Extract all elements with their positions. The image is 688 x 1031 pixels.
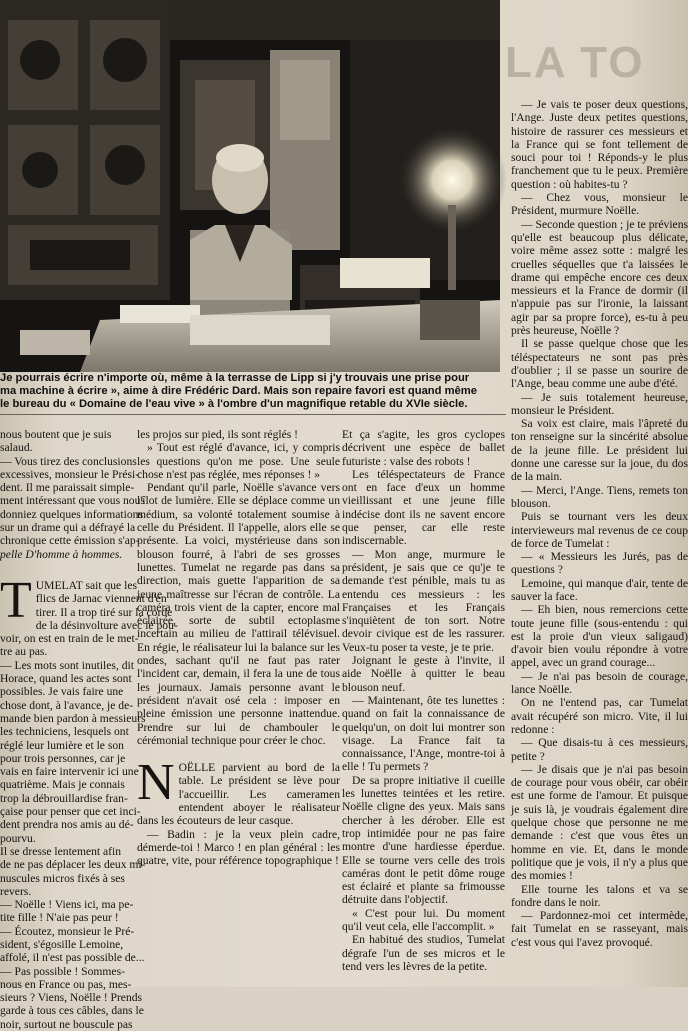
paragraph: — Merci, l'Ange. Tiens, remets ton blouson. — [511, 483, 688, 510]
text-line: tirer. Il a trop tiré sur la corde — [35, 605, 173, 619]
caption-line: ma machine à écrire », aime à dire Frédéric Dard. Mais son repaire favori est quand même — [0, 385, 477, 398]
paragraph: — Je n'ai pas besoin de courage, lance Noëlle. — [511, 669, 688, 697]
text-line: noir, surtout ne bouscule pas — [0, 1017, 133, 1031]
paragraph: En habitué des studios, Tumelat dégrafe l'un de ses micros et le tend vers les lèvres de la petite. — [342, 933, 505, 973]
paragraph: Et ça s'agite, les gros cyclopes décrivent une espèce de ballet futuriste : valse des robots ! — [342, 428, 505, 468]
text-line: quatrième. Mais je connais — [0, 778, 125, 792]
text-line: flics de Jarnac viennent d'en — [35, 592, 167, 606]
text-line: pour trois personnes, car je — [0, 751, 126, 765]
text-line: — Pas possible ! Sommes- — [0, 964, 125, 978]
text-line: sur un drame qui a défrayé la — [0, 521, 136, 535]
caption-line: le bureau du « Domaine de l'eau vive » à l'ombre d'un magnifique retable du XVIe siècle. — [0, 398, 468, 411]
paragraph: « C'est pour lui. Du moment qu'il veut cela, elle l'accomplit. » — [342, 906, 505, 933]
text-line: mande bien pardon à messieurs — [0, 711, 146, 725]
photo-frederic-dard — [0, 0, 500, 372]
paragraph: — Badin : je la veux plein cadre, démerde-toi ! Marco ! en plan général : les quatre, vite, pour référence topographique ! — [137, 827, 340, 868]
text-line: nuscules micros fixés à ses — [0, 871, 125, 885]
column-1 — [0, 428, 178, 1031]
text-line: affolé, il n'est pas possible de... — [0, 951, 145, 965]
text-line: vais en faire intervenir ici une — [0, 765, 139, 779]
text-line: les techniciens, lesquels ont — [0, 725, 129, 739]
text-line: donniez quelques informations — [0, 507, 143, 521]
caption-line: Je pourrais écrire n'importe où, même à la terrasse de Lipp si j'y trouvais une prise pour — [0, 372, 470, 384]
text-line: — Vous tirez des conclusions — [0, 454, 137, 468]
paragraph: — Je vais te poser deux questions, l'Ange. Juste deux petites questions, histoire de rassurer ces messieurs et la France qui se font tellement de souci pour toi ! Réponds-y le plus franchement que tu le peux. Première question : où habites-tu ? — [511, 98, 688, 191]
text-line: réglé leur lumière et le son — [0, 738, 124, 752]
text-line: dent. Il me paraissait simple- — [0, 481, 135, 495]
text-line: possibles. Je vais faire une — [0, 685, 124, 699]
paragraph: — Seconde question ; je te préviens qu'elle est beaucoup plus délicate, voire même assez sotte : malgré les cruelles séquelles que t'a laissées le drame qui empêche encore ces deux messieurs et la France de dormir (il n'appuie pas sur l'ironie, la laissant agir par sa propre force), es-tu à peu près heureuse, Noëlle ? — [511, 217, 688, 338]
column-2 — [137, 428, 340, 868]
text-line: nous en France ou pas, mes- — [0, 977, 132, 991]
background-title: LA TO — [505, 38, 645, 87]
text-line: excessives, monsieur le Prési- — [0, 467, 140, 481]
text-line: — Écoutez, monsieur le Pré- — [0, 924, 135, 938]
paragraph: — Eh bien, nous remercions cette toute jeune fille (sous-entendu : qui est la proie d'un vieux saligaud) d'avoir bien voulu répondre à votre appel, avec un grand courage... — [511, 603, 688, 670]
paragraph: — Que disais-tu à ces messieurs, petite ? — [511, 736, 688, 763]
text-line: chronique cette émission s'ap- — [0, 534, 140, 548]
paragraph: — Mon ange, murmure le président, je sais que ce qu'je te demande t'est pénible, mais tu as entendu ces messieurs : les Françaises et les Français s'inquiètent de ton sort. Notre devoir civique est de les rassurer. Veux-tu poser ta veste, je te prie. — [342, 547, 505, 654]
text-line: de la désinvolture avec le pou- — [35, 618, 178, 632]
text-line: revers. — [0, 884, 32, 898]
text-line: Il se dresse lentement afin — [0, 844, 122, 858]
text-line: sident, s'égosille Lemoine, — [0, 937, 124, 951]
text-line: nous boutent que je suis — [0, 428, 112, 441]
text-line: — Noëlle ! Viens ici, ma pe- — [0, 898, 134, 912]
text-line: chose dont, à l'avance, je de- — [0, 698, 134, 712]
text-line: trop la débrouillardise fran- — [0, 791, 128, 805]
paragraph: OËLLE parvient au bord de la table. Le président se lève pour l'accueillir. Les cameramen entendent aboyer le réalisateur dans les écouteurs de leur casque. — [137, 761, 340, 828]
paragraph: On ne l'entend pas, car Tumelat avait récupéré son micro. Vite, il lui redonne : — [511, 696, 688, 736]
text-line: dent prendra nos amis au dé- — [0, 818, 134, 832]
paragraph: — Chez vous, monsieur le Président, murmure Noëlle. — [511, 191, 688, 218]
paragraph: les projos sur pied, ils sont réglés ! — [137, 428, 299, 441]
paragraph: — Pardonnez-moi cet intermède, fait Tumelat en se rasseyant, mais c'est vous qui l'avez provoqué. — [511, 909, 688, 949]
text-line: voir, on est en train de le met- — [0, 632, 139, 646]
text-line: sieurs ? Viens, Noëlle ! Prends — [0, 991, 143, 1005]
paragraph: Il se passe quelque chose que les téléspectateurs ne sont pas près d'oublier ; il se passe un sourire de l'Ange, beau comme une aube d'été. — [511, 337, 688, 391]
text-line: pelle D'homme à hommes. — [0, 547, 123, 561]
paragraph: De sa propre initiative il cueille les lunettes teintées et les retire. Noëlle cligne des yeux. Mais sans chercher à les dérober. Elle est trop intimidée pour ne pas faire montre d'une hardiesse éperdue. Elle se tourne vers celle des trois caméras dont le petit dôme rouge est éclairé et plante sa frimousse détruite dans l'objectif. — [342, 773, 505, 907]
dropcap: T — [0, 571, 32, 629]
text-line: tre au pas. — [0, 645, 48, 659]
text-line: çaise pour penser que cet inci- — [0, 805, 141, 819]
paragraph: Puis se tournant vers les deux intervieweurs mal revenus de ce coup de force de Tumelat : — [511, 510, 688, 550]
paragraph: — « Messieurs les Jurés, pas de questions ? — [511, 550, 688, 577]
column-3 — [342, 428, 505, 973]
photo-illustration — [0, 0, 500, 372]
text-line: salaud. — [0, 441, 33, 455]
paragraph: Joignant le geste à l'invite, il aide Noëlle à quitter le beau blouson neuf. — [342, 654, 505, 694]
paragraph: — Je disais que je n'ai pas besoin de courage pour vous obéir, car obéir est une forme de l'amour. Et puisque je suis là, je voudrais également dire quelque chose que personne ne me demande : c'est que vous êtes un homme en vie. Et, dans le monde politique que je vois, il n'y a plus que des momies ! — [511, 762, 688, 883]
text-line: pourvu. — [0, 831, 36, 845]
paragraph: Sa voix est claire, mais l'âpreté du ton renseigne sur la sincérité absolue de la jeune fille. Le président lui donne une caresse sur la joue, du dos de la main. — [511, 417, 688, 484]
paragraph: — Maintenant, ôte tes lunettes : quand on fait la connaissance de quelqu'un, on doit lui montrer son visage. La France fait ta connaissance, l'Ange, montre-toi à elle ! Tu permets ? — [342, 693, 505, 774]
caption-divider — [0, 414, 506, 415]
text-line: — Les mots sont inutiles, dit — [0, 658, 134, 672]
text-line: Horace, quand les actes sont — [0, 672, 132, 686]
column-4 — [511, 98, 688, 949]
paragraph: Pendant qu'il parle, Noëlle s'avance vers l'îlot de lumière. Elle se déplace comme un médium, sa volonté totalement soumise à celle du Président. Il l'appelle, alors elle se présente. La voici, mystérieuse dans son blouson fourré, à l'abri de ses grosses lunettes. Tumelat ne regarde pas dans sa direction, mais guette l'apparition de sa jeune maîtresse sur l'écran de contrôle. La caméra trois vient de la capter, encore mal éclairée, sorte de subtil ectoplasme incertain au milieu de l'attirail télévisuel. En régie, le réalisateur lui la balance sur les ondes, sachant qu'il ne faut pas rater l'incident car, demain, il fera la une de tous les journaux. Jamais personne avant le président n'avait osé cela : imposer en pleine émission une personne inattendue. Prendre sur lui de chambouler le cérémonial technique pour créer le choc. — [137, 481, 340, 747]
text-line: ment intéressant que vous nous — [0, 494, 145, 508]
dropcap: N — [137, 754, 175, 812]
text-line: tite fille ! N'aie pas peur ! — [0, 911, 119, 925]
text-line: de ne pas déplacer les deux mi- — [0, 858, 146, 872]
text-line: UMELAT sait que les — [35, 578, 137, 592]
paragraph: Elle tourne les talons et va se fondre dans le noir. — [511, 882, 688, 909]
paragraph: Lemoine, qui manque d'air, tente de sauver la face. — [511, 576, 688, 603]
text-line: garde à tous ces câbles, dans le — [0, 1004, 144, 1018]
paragraph: » Tout est réglé d'avance, ici, y compris les questions qu'on me pose. Une seule chose n'est pas réglée, mes réponses ! » — [137, 441, 340, 481]
paragraph: — Je suis totalement heureuse, monsieur le Président. — [511, 390, 688, 417]
paragraph: Les téléspectateurs de France ont en face d'eux un homme vieillissant et une jeune fille indécise dont ils ne savent encore que penser, car elle reste indiscernable. — [342, 467, 505, 548]
photo-caption — [0, 372, 506, 412]
